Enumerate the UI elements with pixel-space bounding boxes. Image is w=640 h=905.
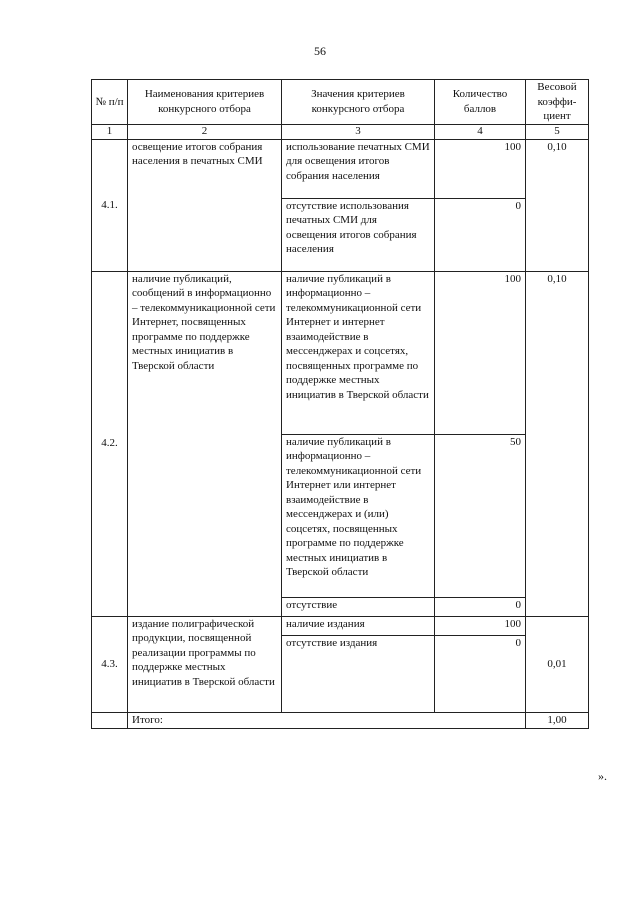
criterion-value: наличие издания — [282, 616, 435, 635]
column-number: 1 — [92, 124, 128, 139]
criterion-points: 100 — [435, 139, 526, 198]
header-points: Количество баллов — [435, 80, 526, 125]
criterion-points: 50 — [435, 434, 526, 597]
column-number: 5 — [526, 124, 589, 139]
total-empty-cell — [92, 712, 128, 728]
table-row — [92, 616, 589, 635]
header-name: Наименования критериев конкурсного отбора — [128, 80, 282, 125]
header-values: Значения критериев конкурсного отбора — [282, 80, 435, 125]
total-label: Итого: — [128, 712, 526, 728]
column-number: 4 — [435, 124, 526, 139]
criterion-points: 0 — [435, 597, 526, 616]
criterion-weight: 0,01 — [526, 616, 589, 712]
criterion-value: отсутствие издания — [282, 635, 435, 712]
total-row — [92, 712, 589, 728]
table-row — [92, 139, 589, 198]
header-row — [92, 80, 589, 125]
criterion-value: отсутствие использования печатных СМИ для освещения итогов собрания населения — [282, 198, 435, 271]
column-numbers-row — [92, 124, 589, 139]
total-weight: 1,00 — [526, 712, 589, 728]
criterion-value: наличие публикаций в информационно – телекоммуникационной сети Интернет или интернет взаимодействие в мессенджерах и (или) соцсетях, посвященных программе по поддержке местных инициатив в Тверской области — [282, 434, 435, 597]
header-weight: Весовой коэффи-циент — [526, 80, 589, 125]
criterion-points: 100 — [435, 616, 526, 635]
criterion-name: издание полиграфической продукции, посвященной реализации программы по поддержке местных инициатив в Тверской области — [128, 616, 282, 712]
criterion-value: использование печатных СМИ для освещения итогов собрания населения — [282, 139, 435, 198]
criterion-value: наличие публикаций в информационно – телекоммуникационной сети Интернет и интернет взаимодействие в мессенджерах и соцсетях, посвященных программе по поддержке местных инициатив в Тверской области — [282, 271, 435, 434]
criterion-weight: 0,10 — [526, 139, 589, 271]
criterion-number: 4.3. — [92, 616, 128, 712]
criteria-table — [91, 79, 589, 729]
criterion-number: 4.2. — [92, 271, 128, 616]
header-num: № п/п — [92, 80, 128, 125]
criterion-number: 4.1. — [92, 139, 128, 271]
criterion-points: 100 — [435, 271, 526, 434]
criterion-points: 0 — [435, 198, 526, 271]
criterion-name: наличие публикаций, сообщений в информационно – телекоммуникационной сети Интернет, посвященных программе по поддержке местных инициатив в Тверской области — [128, 271, 282, 616]
column-number: 3 — [282, 124, 435, 139]
column-number: 2 — [128, 124, 282, 139]
criterion-value: отсутствие — [282, 597, 435, 616]
closing-quote-mark: ». — [598, 769, 607, 783]
criterion-name: освещение итогов собрания населения в печатных СМИ — [128, 139, 282, 271]
criterion-weight: 0,10 — [526, 271, 589, 616]
criterion-points: 0 — [435, 635, 526, 712]
page-number: 56 — [314, 44, 326, 58]
table-row — [92, 271, 589, 434]
